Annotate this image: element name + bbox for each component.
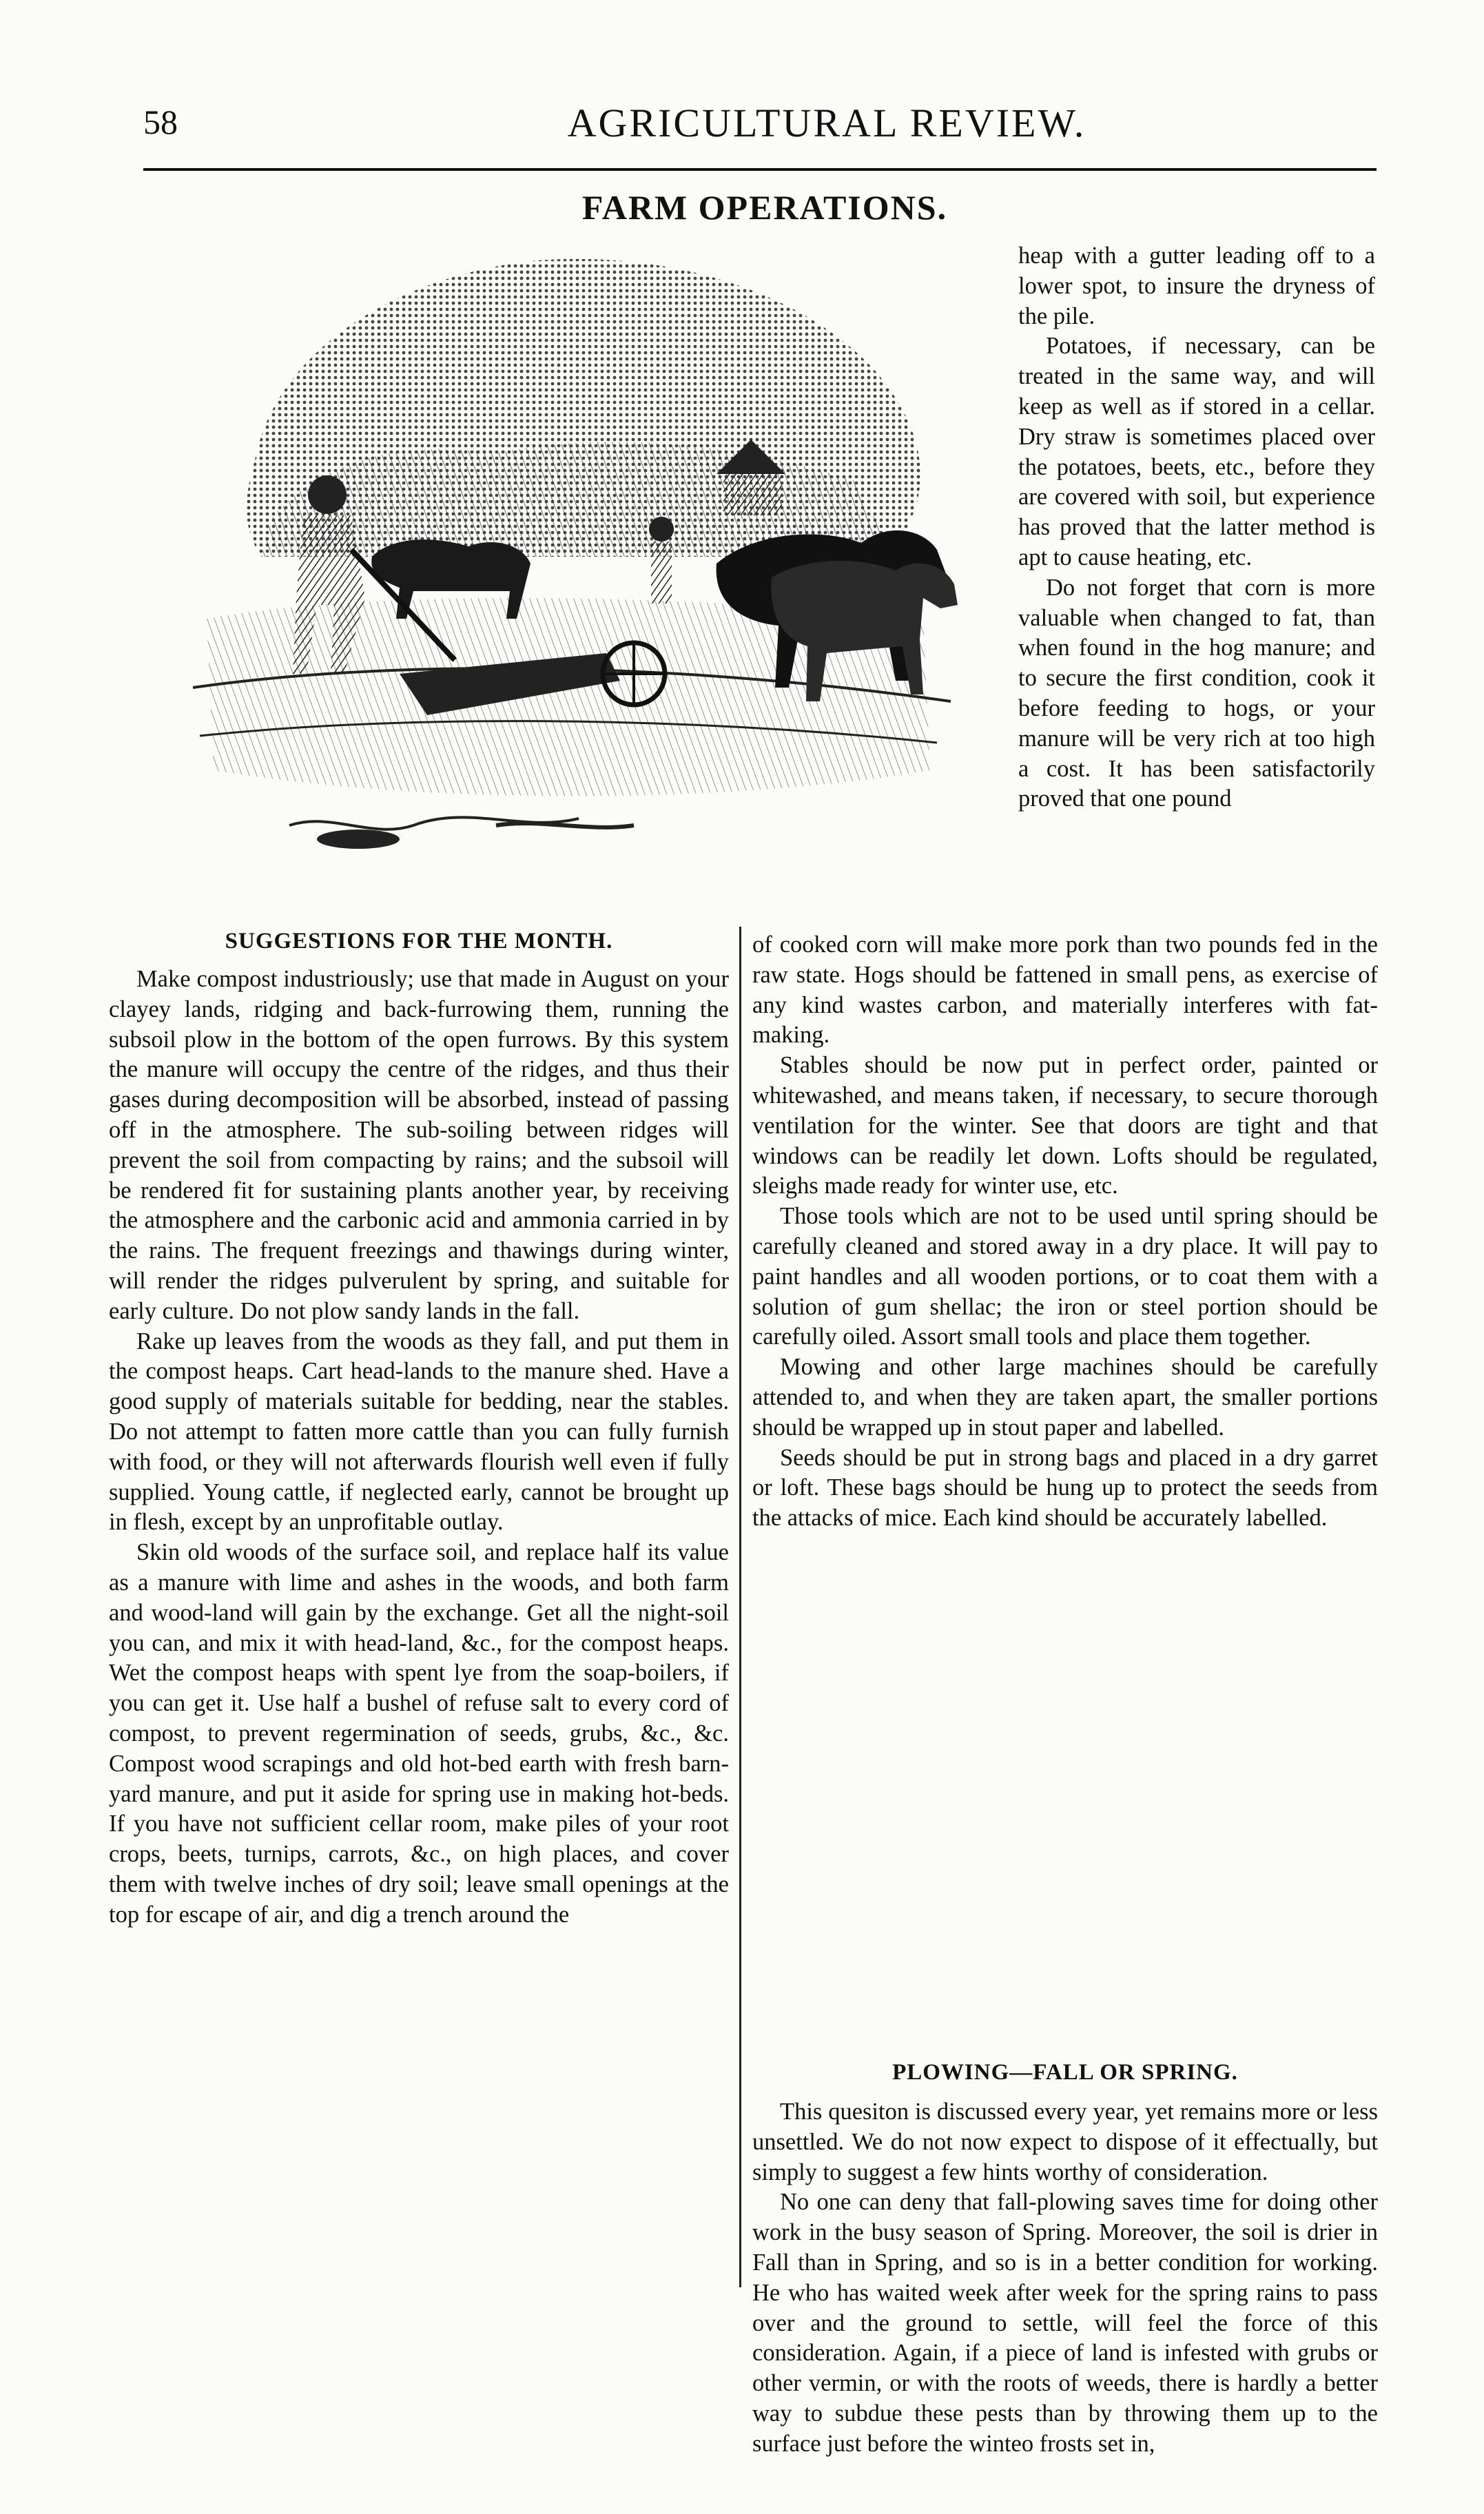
paragraph: Do not forget that corn is more valuable when changed to fat, than when found in the hog manure; and to secure the first condition, cook it before feeding to hogs, or your manure will be very rich at too high a cost. It has been satisfactorily proved that one pound — [1018, 574, 1375, 812]
subheading-plowing: PLOWING—FALL OR SPRING. — [892, 2060, 1238, 2085]
paragraph: Mowing and other large machines should be carefully attended to, and when they are taken apart, the smaller portions should be wrapped up in stout paper and labelled. — [752, 1354, 1378, 1441]
plowing-text — [752, 2097, 1378, 2460]
right-top-text — [1018, 241, 1375, 814]
paragraph: Those tools which are not to be used until spring should be carefully cleaned and stored away in a dry place. It will pay to paint handles and all wooden portions, or to coat them with a solution of gum shellac; the iron or steel portion should be carefully oiled. Assort small tools and place them together. — [752, 1203, 1378, 1350]
paragraph: Seeds should be put in strong bags and placed in a dry garret or loft. These bags should be hung up to protect the seeds from the attacks of mice. Each kind should be accurately labelled. — [752, 1444, 1378, 1532]
paragraph: Skin old woods of the surface soil, and replace half its value as a manure with lime and ashes in the woods, and both farm and wood-land will gain by the exchange. Get all the night-soil you can, and mix it with head-land, &c., for the compost heaps. Wet the compost heaps with spent lye from the soap-boilers, if you can get it. Use half a bushel of refuse salt to every cord of compost, to prevent regermination of seeds, grubs, &c., &c. Compost wood scrapings and old hot-bed earth with fresh barn-yard manure, and put it aside for spring use in making hot-beds. If you have not sufficient cellar room, make piles of your root crops, beets, turnips, carrots, &c., on high places, and cover them with twelve inches of dry soil; leave small openings at the top for escape of air, and dig a trench around the — [109, 1539, 729, 1928]
column-divider — [739, 927, 741, 2287]
paragraph: Potatoes, if necessary, can be treated in the same way, and will keep as well as if stored in a cellar. Dry straw is sometimes placed over the potatoes, beets, etc., before they are covered with soil, but experience has proved that the latter method is apt to cause heating, etc. — [1018, 333, 1375, 570]
paragraph: Rake up leaves from the woods as they fall, and put them in the compost heaps. Cart head-lands to the manure shed. Have a good supply of materials suitable for bedding, near the stables. Do not attempt to fatten more cattle than you can fully furnish with food, or they will not afterwards flourish well even if fully supplied. Young cattle, if neglected early, cannot be brought up in flesh, except by an unprofitable outlay. — [109, 1328, 729, 1536]
page-number: 58 — [143, 103, 178, 141]
paragraph: heap with a gutter leading off to a lower spot, to insure the dryness of the pile. — [1018, 243, 1375, 329]
right-column-text — [752, 930, 1378, 1534]
subheading-suggestions: SUGGESTIONS FOR THE MONTH. — [225, 929, 613, 954]
paragraph: of cooked corn will make more pork than two pounds fed in the raw state. Hogs should be fattened in small pens, as exercise of any kind wastes carbon, and materially interferes with fat-making. — [752, 931, 1378, 1049]
paragraph: Make compost industriously; use that made in August on your clayey lands, ridging and back-furrowing them, running the subsoil plow in the bottom of the open furrows. By this system the manure will occupy the centre of the ridges, and thus their gases during decomposition will be absorbed, instead of passing off in the atmosphere. The sub-soiling between ridges will prevent the soil from compacting by rains; and the subsoil will be rendered fit for sustaining plants another year, by receiving the atmosphere and the carbonic acid and ammonia carried in by the rains. The frequent freezings and thawings during winter, will render the ridges pulverulent by spring, and suitable for early culture. Do not plow sandy lands in the fall. — [109, 966, 729, 1324]
plowing-scene-illustration — [110, 233, 999, 922]
paragraph: No one can deny that fall-plowing saves time for doing other work in the busy season of Spring. Moreover, the soil is drier in Fall than in Spring, and so is in a better condition for working. He who has waited week after week for the spring rains to pass over and the ground to settle, will feel the force of this consideration. Again, if a piece of land is infested with grubs or other vermin, or with the roots of weeds, there is hardly a better way to subdue these pests than by throwing them up to the surface just before the winteo frosts set in, — [752, 2189, 1378, 2457]
paragraph: Stables should be now put in perfect order, painted or whitewashed, and means taken, if necessary, to secure thorough ventilation for the winter. See that doors are tight and that windows can be readily let down. Lofts should be regulated, sleighs made ready for winter use, etc. — [752, 1052, 1378, 1199]
section-title: FARM OPERATIONS. — [581, 188, 948, 227]
header-rule — [143, 168, 1377, 171]
running-title: AGRICULTURAL REVIEW. — [567, 101, 1086, 145]
paragraph: This quesiton is discussed every year, yet remains more or less unsettled. We do not now expect to dispose of it effectually, but simply to suggest a few hints worthy of consideration. — [752, 2099, 1378, 2185]
left-column-text — [109, 965, 729, 1930]
